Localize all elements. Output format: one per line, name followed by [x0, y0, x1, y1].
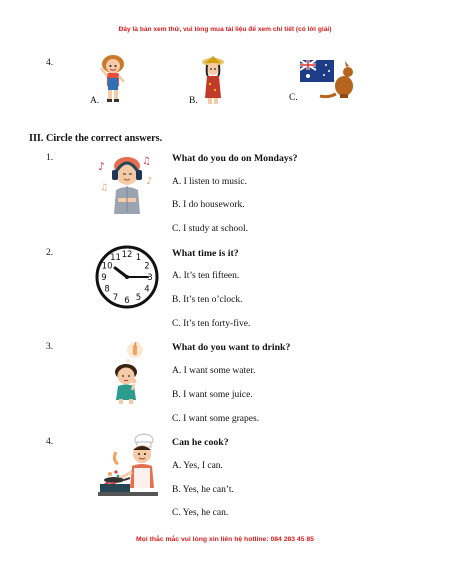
answer-option[interactable]: C. I want some grapes. — [172, 414, 260, 424]
australia-flag-kangaroo-icon — [300, 56, 358, 100]
boy-with-headphones-icon — [96, 150, 158, 216]
answer-option[interactable]: C. It’s ten forty-five. — [172, 319, 251, 329]
preview-notice: Đây là bản xem thử, vui lòng mua tài liệu để xem chi tiết (có lời giải) — [118, 26, 332, 33]
question-number: 3. — [46, 342, 54, 352]
answer-option[interactable]: C. I study at school. — [172, 224, 248, 234]
answer-option[interactable]: A. I want some water. — [172, 366, 256, 376]
clock-numeral: 4 — [144, 284, 150, 295]
answer-option[interactable]: A. It’s ten fifteen. — [172, 271, 240, 281]
girl-thinking-juice-icon — [108, 340, 148, 406]
answer-option[interactable]: B. Yes, he can’t. — [172, 485, 234, 495]
clock-numeral: 6 — [124, 296, 130, 306]
answer-option[interactable]: B. I want some juice. — [172, 390, 253, 400]
clock-numeral: 12 — [121, 250, 133, 260]
clock-numeral: 2 — [144, 261, 150, 272]
answer-option[interactable]: B. It’s ten o’clock. — [172, 295, 243, 305]
answer-option[interactable]: C. Yes, he can. — [172, 508, 229, 518]
option-b-label: B. — [189, 96, 198, 106]
clock-numeral: 11 — [110, 253, 121, 264]
clock-numeral: 10 — [101, 261, 113, 272]
option-c-label: C. — [289, 93, 298, 103]
svg-text:♫: ♫ — [142, 156, 151, 167]
answer-option[interactable]: A. Yes, I can. — [172, 461, 223, 471]
boy-chef-cooking-icon — [98, 432, 160, 502]
svg-text:♪: ♪ — [146, 176, 153, 187]
girl-in-dungarees-icon — [98, 54, 128, 104]
vietnamese-girl-in-ao-dai-icon — [200, 56, 226, 106]
option-a-label: A. — [90, 96, 100, 106]
item-number: 4. — [46, 58, 54, 68]
section-title: III. Circle the correct answers. — [29, 133, 163, 144]
answer-option[interactable]: A. I listen to music. — [172, 177, 247, 187]
question-number: 4. — [46, 437, 54, 447]
question-text: Can he cook? — [172, 437, 229, 448]
clock-numeral: 1 — [135, 253, 142, 264]
clock-numeral: 9 — [101, 273, 107, 283]
clock-icon — [94, 244, 160, 310]
clock-numeral: 5 — [135, 292, 142, 303]
question-number: 1. — [46, 153, 54, 163]
clock-numeral: 3 — [147, 273, 153, 283]
clock-numeral: 8 — [104, 284, 110, 295]
contact-hotline: Mọi thắc mắc vui lòng xin liên hệ hotline: 084 283 45 85 — [136, 536, 314, 543]
svg-text:♪: ♪ — [98, 160, 106, 173]
clock-numeral: 7 — [112, 292, 119, 303]
question-number: 2. — [46, 248, 54, 258]
question-text: What do you want to drink? — [172, 342, 291, 353]
question-text: What do you do on Mondays? — [172, 153, 298, 164]
answer-option[interactable]: B. I do housework. — [172, 200, 245, 210]
question-text: What time is it? — [172, 248, 239, 259]
svg-text:♫: ♫ — [100, 183, 109, 193]
